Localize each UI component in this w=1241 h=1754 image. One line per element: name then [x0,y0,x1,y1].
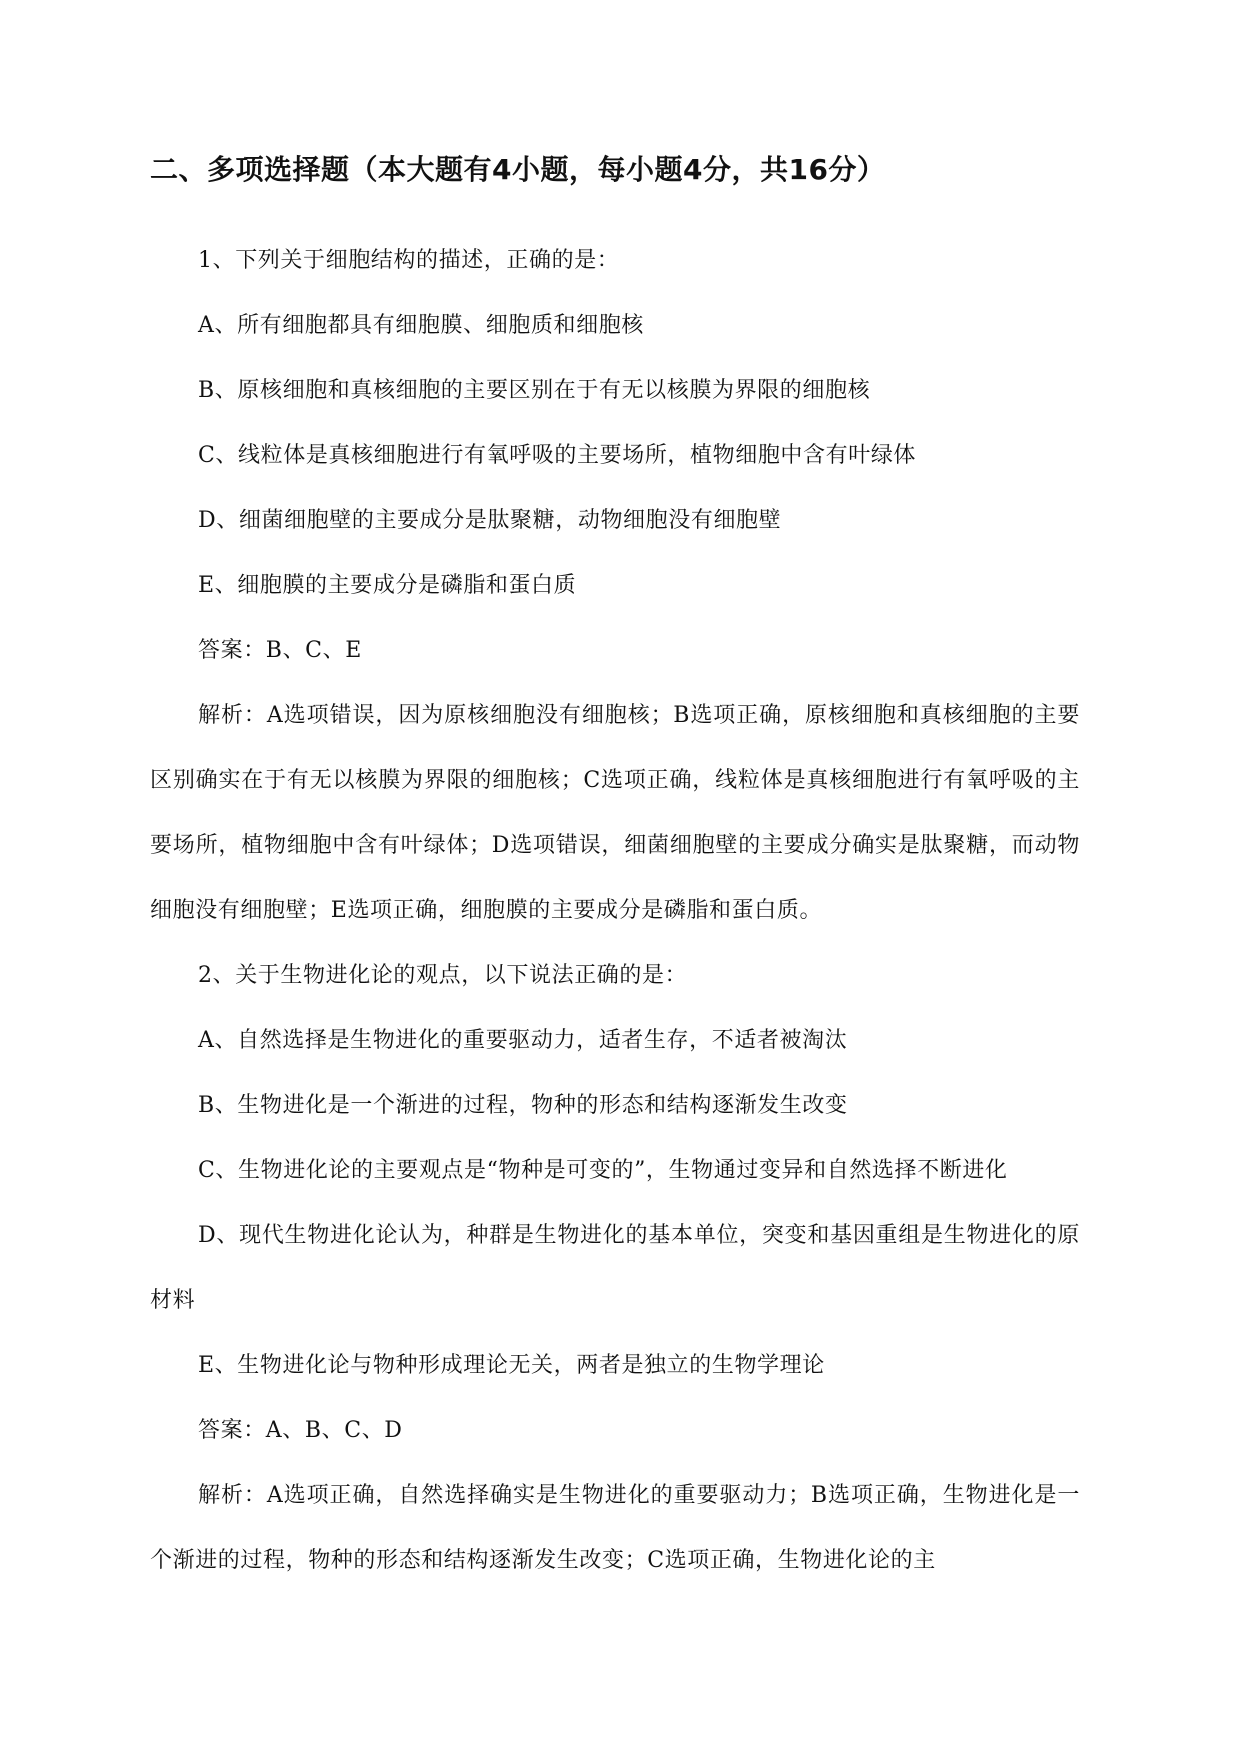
section-title: 二、多项选择题（本大题有4小题，每小题4分，共16分） [150,153,886,186]
question-2 [150,943,1080,1593]
option-c: C、生物进化论的主要观点是“物种是可变的”，生物通过变异和自然选择不断进化 [198,1158,1008,1183]
option-e: E、生物进化论与物种形成理论无关，两者是独立的生物学理论 [198,1353,825,1378]
question-stem: 1、下列关于细胞结构的描述，正确的是： [198,248,620,273]
question-1 [150,228,1080,943]
answer: 答案：B、C、E [198,638,362,663]
option-c: C、线粒体是真核细胞进行有氧呼吸的主要场所，植物细胞中含有叶绿体 [198,443,917,468]
option-e: E、细胞膜的主要成分是磷脂和蛋白质 [198,573,577,598]
option-b: B、生物进化是一个渐进的过程，物种的形态和结构逐渐发生改变 [198,1093,848,1118]
option-d: D、细菌细胞壁的主要成分是肽聚糖，动物细胞没有细胞壁 [198,508,782,533]
option-a: A、自然选择是生物进化的重要驱动力，适者生存，不适者被淘汰 [198,1028,848,1053]
question-list [150,228,1080,1593]
question-stem: 2、关于生物进化论的观点，以下说法正确的是： [198,963,688,988]
option-a: A、所有细胞都具有细胞膜、细胞质和细胞核 [198,313,644,338]
option-b: B、原核细胞和真核细胞的主要区别在于有无以核膜为界限的细胞核 [198,378,871,403]
answer: 答案：A、B、C、D [198,1418,403,1443]
analysis: 解析：A选项正确，自然选择确实是生物进化的重要驱动力；B选项正确，生物进化是一个渐进的过程，物种的形态和结构逐渐发生改变；C选项正确，生物进化论的主 [150,1483,1080,1573]
analysis: 解析：A选项错误，因为原核细胞没有细胞核；B选项正确，原核细胞和真核细胞的主要区别确实在于有无以核膜为界限的细胞核；C选项正确，线粒体是真核细胞进行有氧呼吸的主要场所，植物细胞中含有叶绿体；D选项错误，细菌细胞壁的主要成分确实是肽聚糖，而动物细胞没有细胞壁；E选项正确，细胞膜的主要成分是磷脂和蛋白质。 [150,703,1080,923]
option-d: D、现代生物进化论认为，种群是生物进化的基本单位，突变和基因重组是生物进化的原材料 [150,1223,1080,1313]
